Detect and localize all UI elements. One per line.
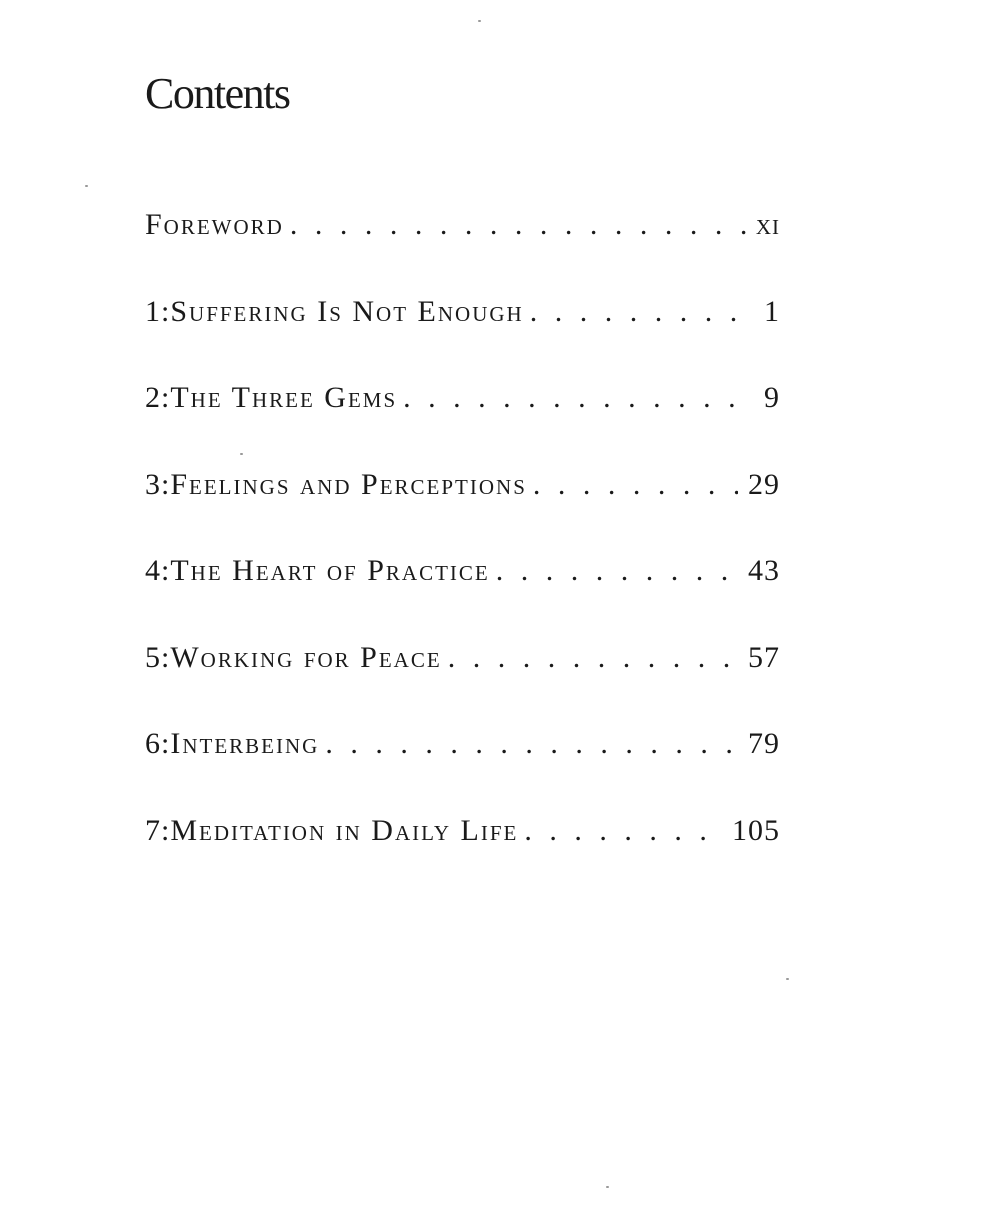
toc-entry-title: The Heart of Practice — [170, 554, 490, 587]
toc-entry-title: Working for Peace — [170, 640, 442, 674]
dot-leader — [524, 295, 754, 329]
scan-speck — [240, 453, 243, 455]
toc-entry-page: 9 — [764, 381, 780, 414]
toc-entry-number: 7: — [145, 813, 171, 847]
table-of-contents — [145, 208, 780, 900]
dot-leader — [518, 814, 722, 848]
toc-entry-foreword[interactable] — [145, 208, 780, 295]
dot-leader — [442, 641, 738, 675]
toc-entry-page: 1 — [764, 294, 780, 328]
toc-entry-title: Foreword — [145, 208, 284, 241]
toc-entry-number: 6: — [145, 727, 171, 760]
toc-entry-chapter-1[interactable] — [145, 295, 780, 382]
toc-entry-page: xi — [755, 208, 780, 241]
toc-entry-page: 57 — [748, 640, 780, 674]
toc-entry-chapter-6[interactable] — [145, 727, 780, 814]
toc-entry-page: 79 — [748, 727, 780, 760]
dot-leader — [284, 208, 746, 242]
toc-entry-page: 105 — [732, 813, 780, 847]
dot-leader — [397, 381, 754, 415]
scan-speck — [478, 20, 481, 22]
toc-entry-chapter-4[interactable] — [145, 554, 780, 641]
scan-speck — [85, 185, 88, 187]
dot-leader — [319, 727, 738, 761]
toc-entry-chapter-5[interactable] — [145, 641, 780, 728]
toc-entry-title: The Three Gems — [170, 381, 398, 414]
toc-entry-chapter-3[interactable] — [145, 468, 780, 555]
toc-entry-chapter-7[interactable] — [145, 814, 780, 901]
toc-entry-number: 2: — [145, 381, 171, 414]
toc-entry-number: 1: — [145, 294, 171, 328]
dot-leader — [527, 468, 738, 502]
toc-entry-title: Interbeing — [170, 727, 320, 760]
toc-entry-page: 29 — [748, 467, 780, 501]
toc-entry-number: 4: — [145, 554, 171, 587]
toc-entry-title: Feelings and Perceptions — [170, 467, 527, 501]
toc-entry-title: Meditation in Daily Life — [170, 813, 519, 847]
page-title: Contents — [145, 69, 290, 118]
scan-speck — [606, 1186, 609, 1188]
dot-leader — [490, 554, 738, 588]
toc-entry-page: 43 — [748, 554, 780, 587]
toc-entry-title: Suffering Is Not Enough — [170, 294, 524, 328]
scan-speck — [786, 978, 789, 980]
toc-entry-number: 3: — [145, 467, 171, 501]
toc-entry-number: 5: — [145, 640, 171, 674]
